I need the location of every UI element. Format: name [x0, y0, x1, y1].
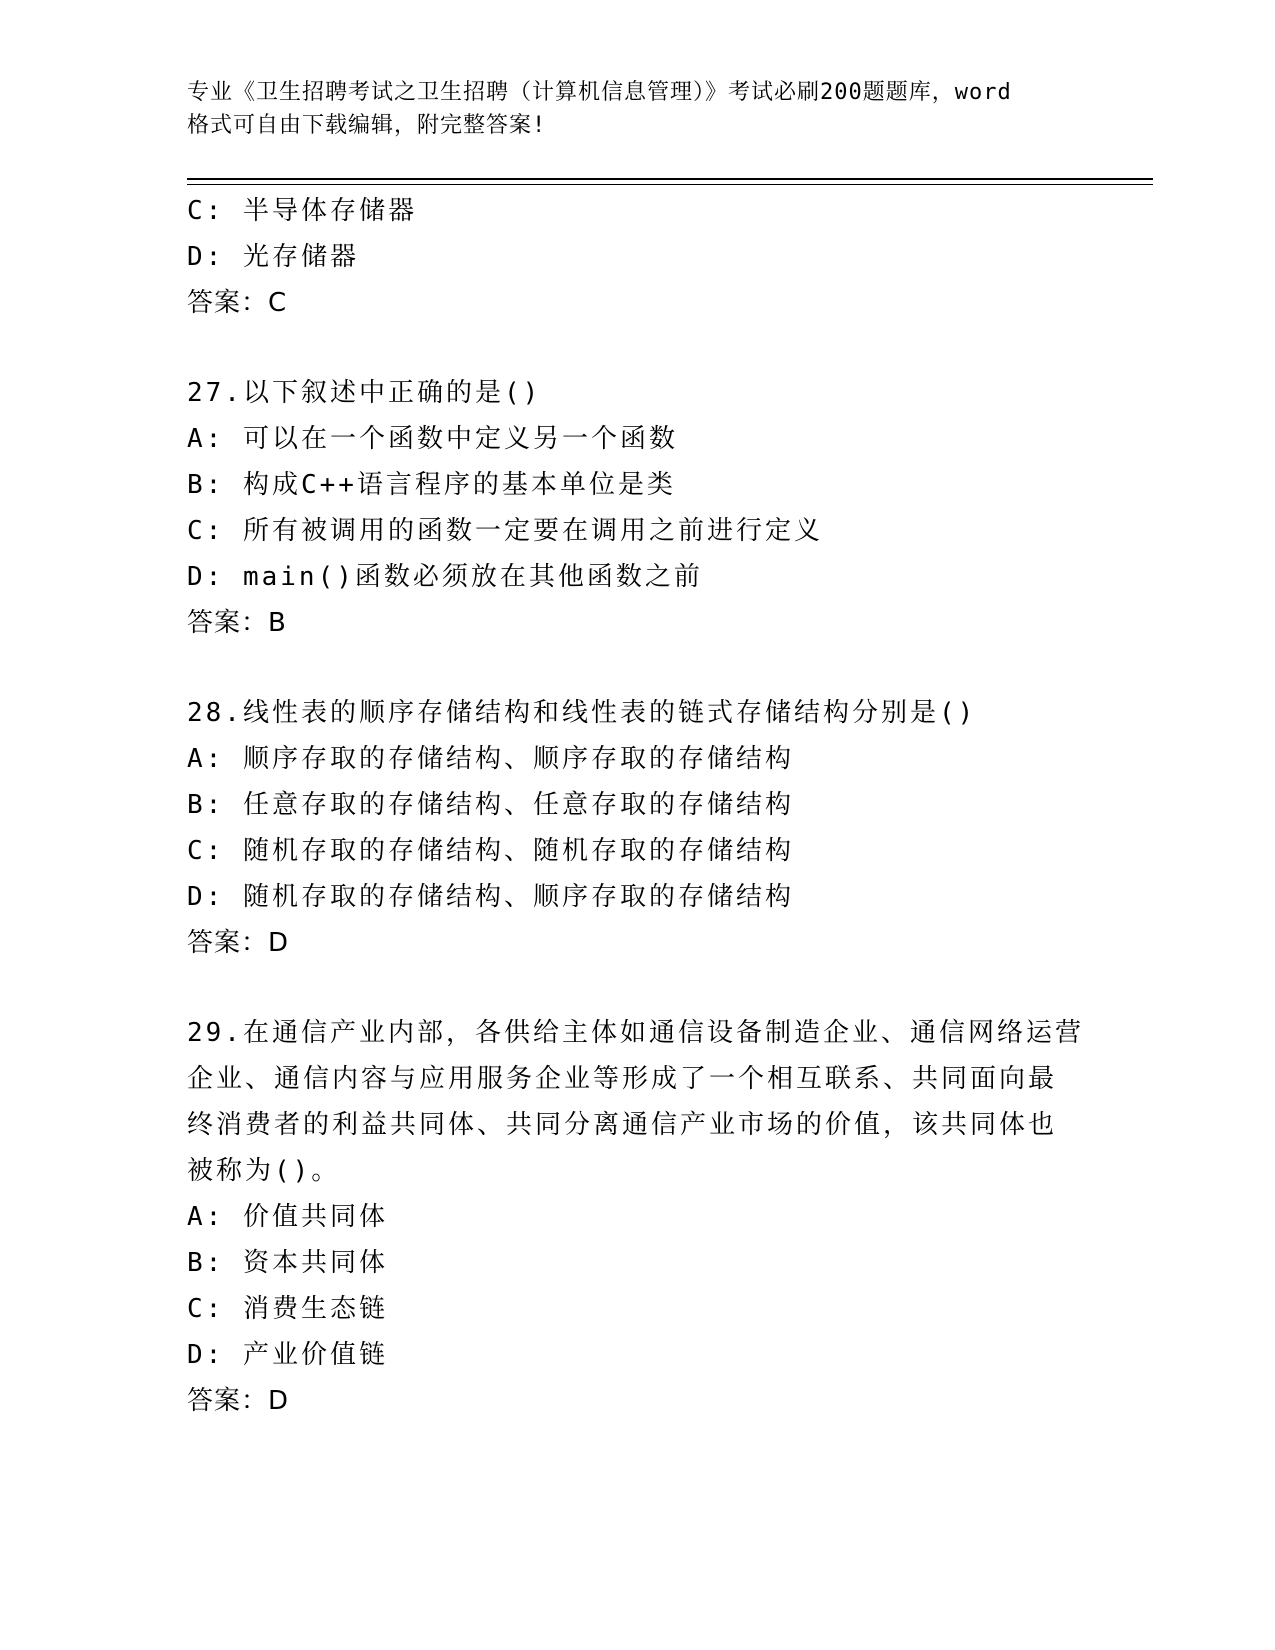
header-divider-thin — [187, 184, 1153, 185]
option-a: A: 顺序存取的存储结构、顺序存取的存储结构 — [187, 744, 794, 774]
question-stem-line-1: 29.在通信产业内部，各供给主体如通信设备制造企业、通信网络运营 — [187, 1018, 1084, 1048]
answer-line: 答案：D — [187, 928, 290, 958]
header-line-2: 格式可自由下载编辑，附完整答案! — [187, 113, 547, 138]
option-a: A: 可以在一个函数中定义另一个函数 — [187, 424, 678, 454]
question-26-tail — [187, 188, 1087, 326]
option-a: A: 价值共同体 — [187, 1202, 388, 1232]
spacer — [187, 646, 1087, 690]
question-stem-line-4: 被称为()。 — [187, 1156, 341, 1186]
document-header — [187, 76, 1087, 142]
header-line-1: 专业《卫生招聘考试之卫生招聘（计算机信息管理）》考试必刷200题题库，word — [187, 80, 1012, 105]
option-c: C: 所有被调用的函数一定要在调用之前进行定义 — [187, 516, 823, 546]
question-stem: 27.以下叙述中正确的是() — [187, 378, 542, 408]
question-28 — [187, 690, 1087, 966]
option-c: C: 半导体存储器 — [187, 196, 417, 226]
question-stem: 28.线性表的顺序存储结构和线性表的链式存储结构分别是() — [187, 698, 977, 728]
question-27 — [187, 370, 1087, 646]
option-b: B: 资本共同体 — [187, 1248, 388, 1278]
option-d: D: 产业价值链 — [187, 1340, 388, 1370]
question-stem-line-2: 企业、通信内容与应用服务企业等形成了一个相互联系、共同面向最 — [187, 1064, 1058, 1094]
option-d: D: main()函数必须放在其他函数之前 — [187, 562, 703, 592]
question-29 — [187, 1010, 1087, 1424]
option-c: C: 随机存取的存储结构、随机存取的存储结构 — [187, 836, 794, 866]
question-stem-line-3: 终消费者的利益共同体、共同分离通信产业市场的价值，该共同体也 — [187, 1110, 1058, 1140]
answer-line: 答案：D — [187, 1386, 290, 1416]
option-d: D: 光存储器 — [187, 242, 359, 272]
question-list — [187, 188, 1087, 1424]
answer-line: 答案：C — [187, 288, 288, 318]
option-d: D: 随机存取的存储结构、顺序存取的存储结构 — [187, 882, 794, 912]
answer-line: 答案：B — [187, 608, 287, 638]
option-c: C: 消费生态链 — [187, 1294, 388, 1324]
header-divider-thick — [187, 178, 1153, 180]
option-b: B: 任意存取的存储结构、任意存取的存储结构 — [187, 790, 794, 820]
spacer — [187, 326, 1087, 370]
spacer — [187, 966, 1087, 1010]
option-b: B: 构成C++语言程序的基本单位是类 — [187, 470, 676, 500]
